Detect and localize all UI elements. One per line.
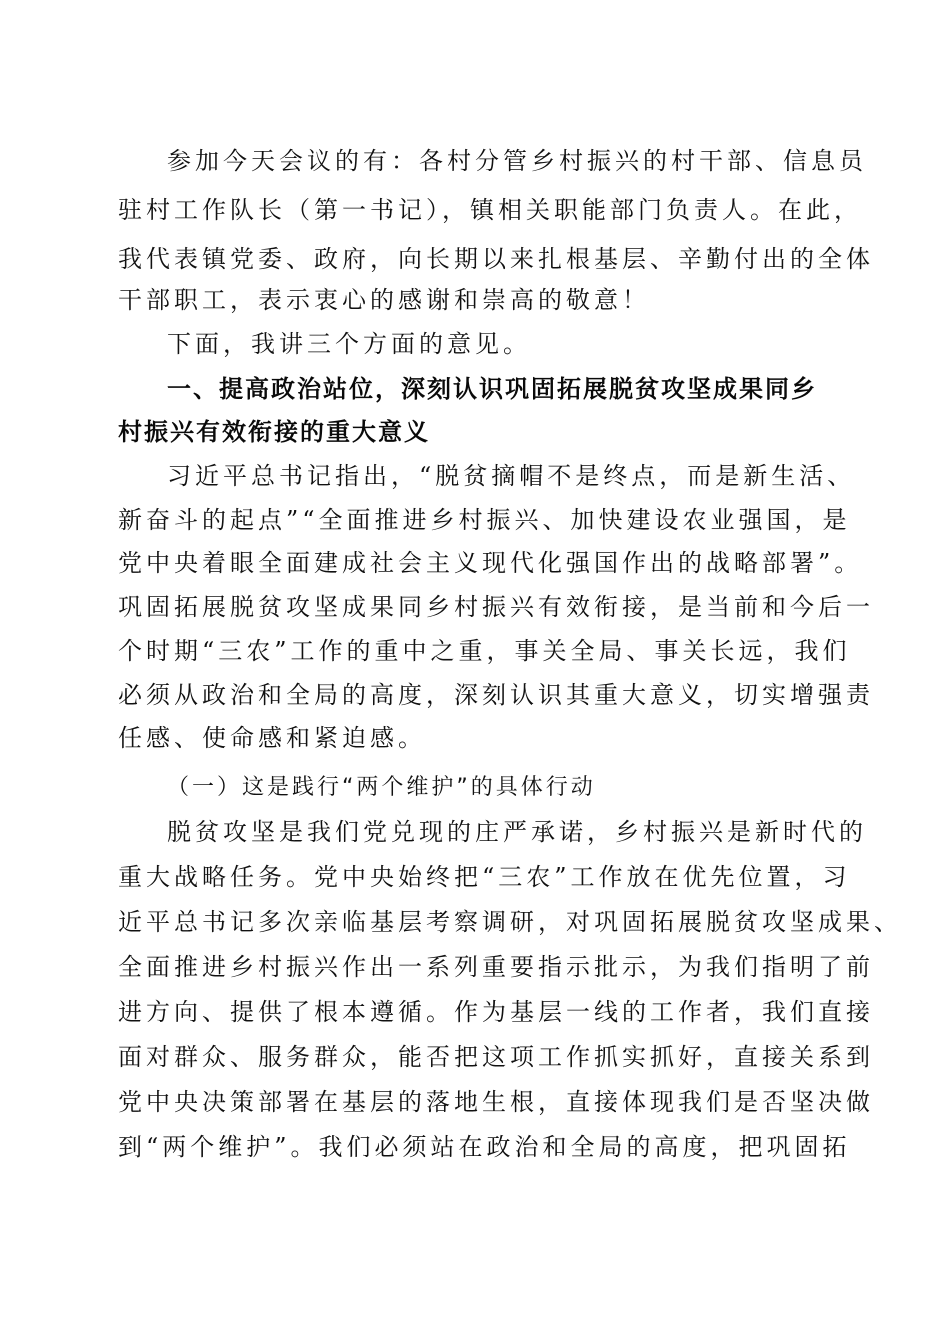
text-line: 参加今天会议的有：各村分管乡村振兴的村干部、信息员 [167, 147, 867, 175]
section-heading: 村振兴有效衔接的重大意义 [118, 418, 430, 446]
text-line: 我代表镇党委、政府，向长期以来扎根基层、辛勤付出的全体 [118, 245, 874, 273]
text-line: 驻村工作队长（第一书记），镇相关职能部门负责人。在此， [118, 196, 862, 224]
text-line: 重大战略任务。党中央始终把“三农”工作放在优先位置，习 [118, 863, 851, 891]
text-line: 必须从政治和全局的高度，深刻认识其重大意义，切实增强责 [118, 681, 874, 709]
text-line: 到“两个维护”。我们必须站在政治和全局的高度，把巩固拓 [118, 1133, 851, 1161]
text-line: 巩固拓展脱贫攻坚成果同乡村振兴有效衔接，是当前和今后一 [118, 593, 874, 621]
text-line: 进方向、提供了根本遵循。作为基层一线的工作者，我们直接 [118, 998, 874, 1026]
text-line: 近平总书记多次亲临基层考察调研，对巩固拓展脱贫攻坚成果、 [118, 908, 902, 936]
text-line: 干部职工，表示衷心的感谢和崇高的敬意！ [118, 286, 650, 314]
text-line: 任感、使命感和紧迫感。 [118, 724, 426, 752]
section-heading: 一、提高政治站位，深刻认识巩固拓展脱贫攻坚成果同乡 [167, 375, 817, 403]
text-line: 全面推进乡村振兴作出一系列重要指示批示，为我们指明了前 [118, 953, 874, 981]
text-line: 党中央决策部署在基层的落地生根，直接体现我们是否坚决做 [118, 1088, 874, 1116]
text-line: 面对群众、服务群众，能否把这项工作抓实抓好，直接关系到 [118, 1043, 874, 1071]
text-line: 新奋斗的起点”“全面推进乡村振兴、加快建设农业强国，是 [118, 506, 851, 534]
text-line: 脱贫攻坚是我们党兑现的庄严承诺，乡村振兴是新时代的 [167, 818, 867, 846]
text-line: 党中央着眼全面建成社会主义现代化强国作出的战略部署”。 [118, 549, 863, 577]
subsection-heading: （一）这是践行“两个维护”的具体行动 [167, 775, 596, 800]
text-line: 下面，我讲三个方面的意见。 [167, 330, 531, 358]
text-line: 习近平总书记指出，“脱贫摘帽不是终点，而是新生活、 [167, 462, 856, 490]
text-line: 个时期“三农”工作的重中之重，事关全局、事关长远，我们 [118, 637, 851, 665]
